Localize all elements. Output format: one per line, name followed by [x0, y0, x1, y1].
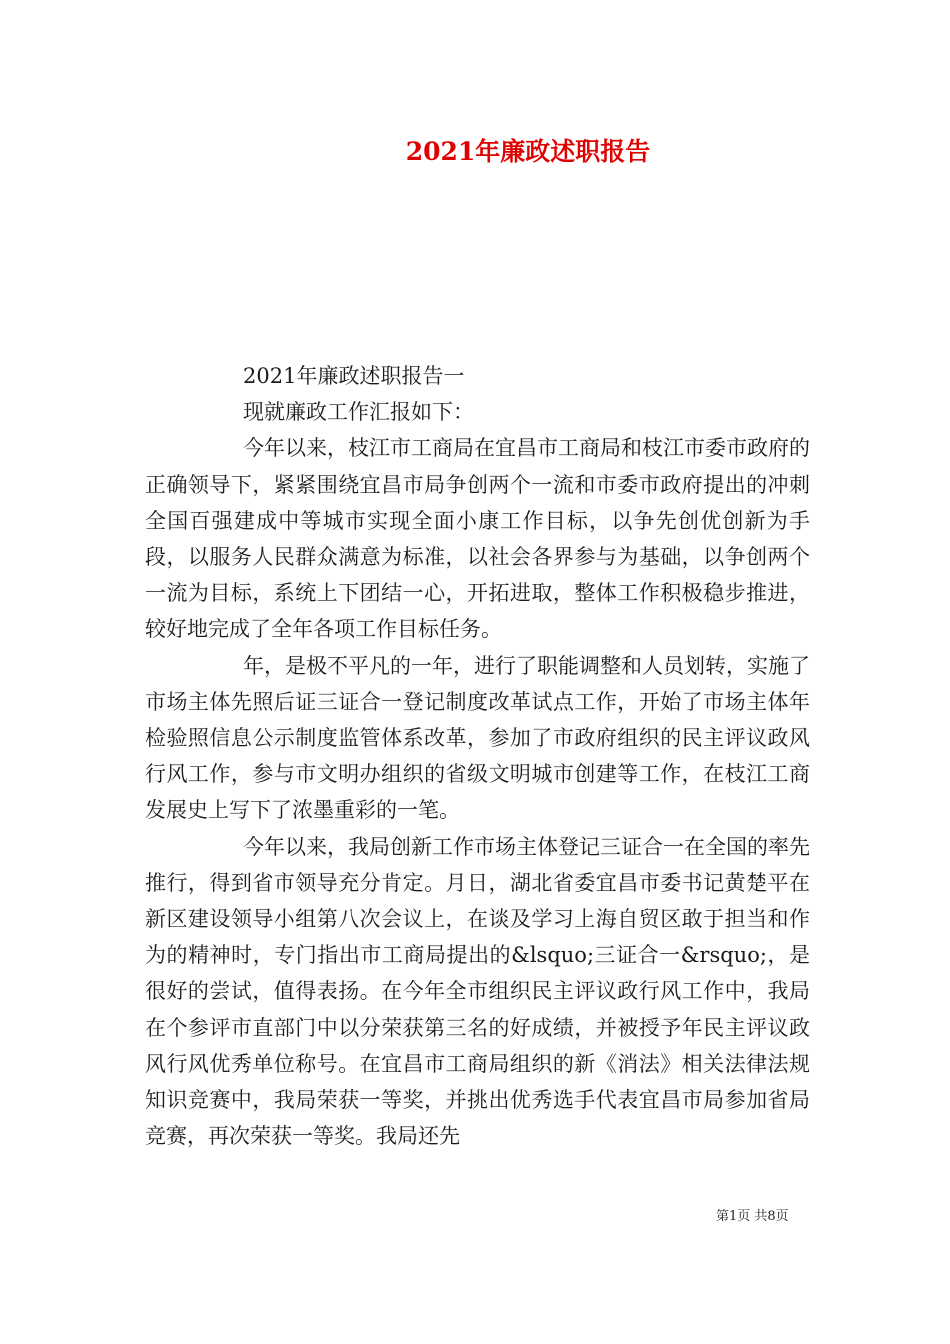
- document-title: 2021年廉政述职报告: [405, 137, 651, 166]
- paragraph: 年，是极不平凡的一年，进行了职能调整和人员划转，实施了市场主体先照后证三证合一登记制度改革试点工作，开始了市场主体年检验照信息公示制度监管体系改革，参加了市政府组织的民主评议政风行风工作，参与市文明办组织的省级文明城市创建等工作，在枝江工商发展史上写下了浓墨重彩的一笔。: [145, 653, 810, 823]
- page-number: 第1页 共8页: [716, 1209, 789, 1224]
- paragraph: 今年以来，枝江市工商局在宜昌市工商局和枝江市委市政府的正确领导下，紧紧围绕宜昌市局争创两个一流和市委市政府提出的冲刺全国百强建成中等城市实现全面小康工作目标，以争先创优创新为手段，以服务人民群众满意为标准，以社会各界参与为基础，以争创两个一流为目标，系统上下团结一心，开拓进取，整体工作积极稳步推进，较好地完成了全年各项工作目标任务。: [145, 436, 810, 642]
- paragraph-intro: 现就廉政工作汇报如下：: [243, 400, 474, 425]
- paragraph: 今年以来，我局创新工作市场主体登记三证合一在全国的率先推行，得到省市领导充分肯定。月日，湖北省委宜昌市委书记黄楚平在新区建设领导小组第八次会议上，在谈及学习上海自贸区敢于担当和作为的精神时，专门指出市工商局提出的&lsquo;三证合一&rsquo;，是很好的尝试，值得表扬。在今年全市组织民主评议政行风工作中，我局在个参评市直部门中以分荣获第三名的好成绩，并被授予年民主评议政风行风优秀单位称号。在宜昌市工商局组织的新《消法》相关法律法规知识竞赛中，我局荣获一等奖，并挑出优秀选手代表宜昌市局参加省局竞赛，再次荣获一等奖。我局还先: [145, 834, 810, 1149]
- paragraph-heading: 2021年廉政述职报告一: [243, 364, 465, 388]
- document-body: [145, 358, 810, 1154]
